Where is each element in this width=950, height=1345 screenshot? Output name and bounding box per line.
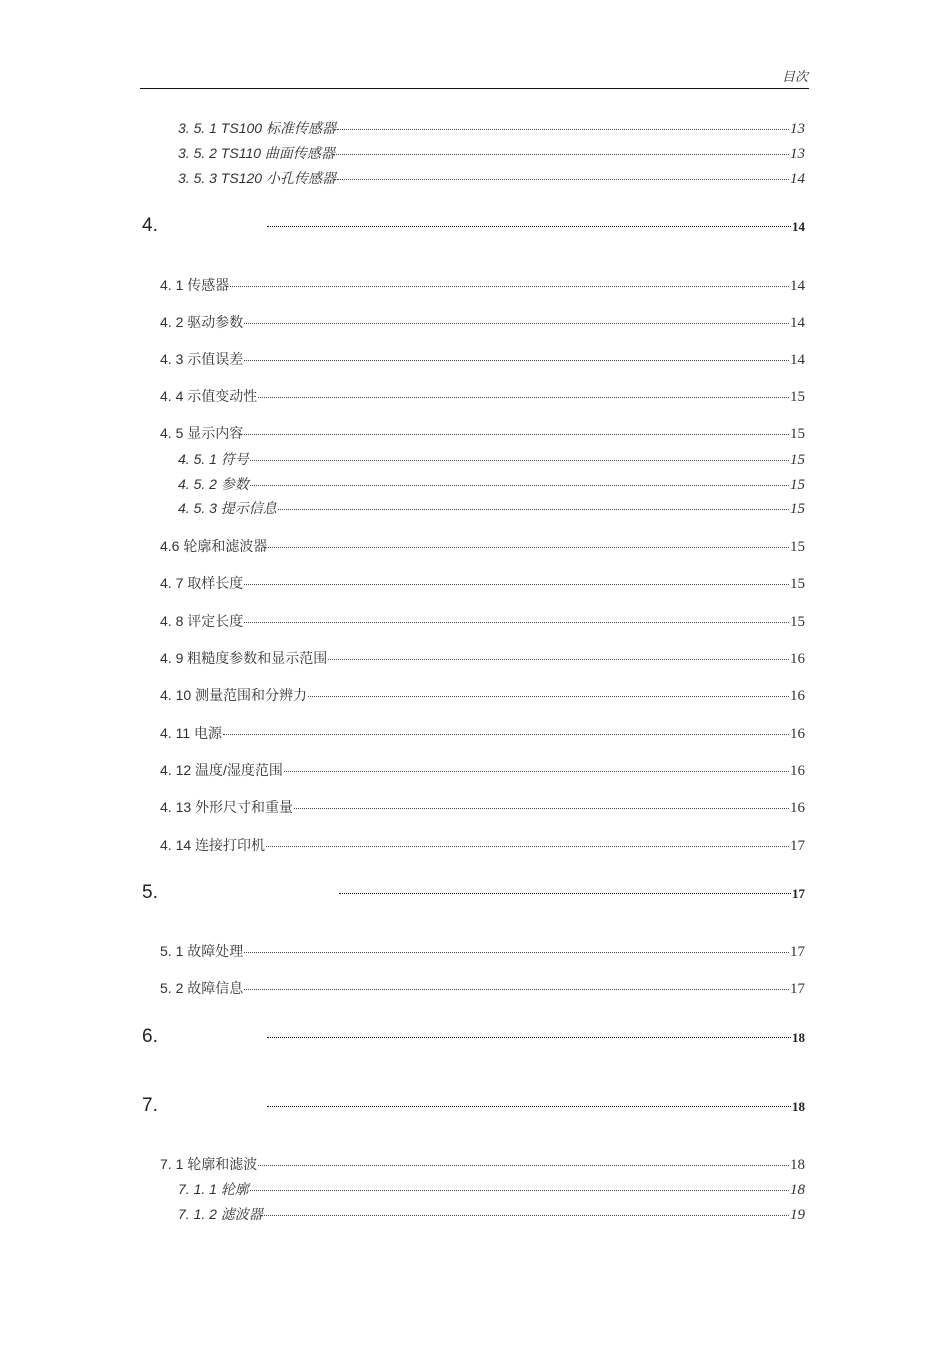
dot-leader <box>250 1190 789 1191</box>
toc-page-number: 16 <box>790 688 805 704</box>
toc-label: 4.6 轮廓和滤波器 <box>160 538 268 554</box>
dot-leader <box>267 1106 791 1107</box>
toc-label: 4. 14 连接打印机 <box>160 837 266 853</box>
toc-entry[interactable] <box>178 1179 805 1199</box>
toc-page-number: 15 <box>790 477 805 493</box>
toc-label: 4. 1 传感器 <box>160 277 230 293</box>
toc-page-number: 14 <box>792 219 805 234</box>
dot-leader <box>250 485 789 486</box>
dot-leader <box>264 1215 789 1216</box>
toc-label: 3. 5. 2 TS110 曲面传感器 <box>178 145 335 161</box>
toc-page-number: 16 <box>790 763 805 779</box>
toc-chapter-entry[interactable] <box>142 215 805 237</box>
toc-page-number: 16 <box>790 726 805 742</box>
dot-leader <box>308 696 789 697</box>
dot-leader <box>267 226 791 227</box>
toc-label: 5. 2 故障信息 <box>160 980 244 996</box>
toc-chapter-entry[interactable] <box>142 1095 805 1117</box>
toc-chapter-entry[interactable] <box>142 882 805 904</box>
toc-page-number: 17 <box>792 886 805 901</box>
toc-entry[interactable] <box>160 536 805 556</box>
toc-entry[interactable] <box>160 312 805 332</box>
toc-entry[interactable] <box>160 723 805 743</box>
toc-page-number: 14 <box>790 278 805 294</box>
toc-label: 4. 8 评定长度 <box>160 613 244 629</box>
toc-entry[interactable] <box>160 978 805 998</box>
toc-entry[interactable] <box>160 386 805 406</box>
toc-page-number: 18 <box>790 1182 805 1198</box>
dot-leader <box>244 323 789 324</box>
toc-label: 4. 5. 2 参数 <box>178 476 249 492</box>
toc-page-number: 19 <box>790 1207 805 1223</box>
toc-chapter-entry[interactable] <box>142 1026 805 1048</box>
toc-label: 4. 9 粗糙度参数和显示范围 <box>160 650 328 666</box>
dot-leader <box>230 286 789 287</box>
header-title: 目次 <box>781 70 808 85</box>
toc-entry[interactable] <box>160 835 805 855</box>
dot-leader <box>268 547 789 548</box>
dot-leader <box>278 509 789 510</box>
toc-entry[interactable] <box>178 498 805 518</box>
dot-leader <box>337 129 789 130</box>
toc-label: 4. 5. 3 提示信息 <box>178 500 277 516</box>
toc-label: 3. 5. 1 TS100 标准传感器 <box>178 120 336 136</box>
toc-label: 4. 12 温度/湿度范围 <box>160 762 283 778</box>
toc-page-number: 18 <box>792 1099 805 1114</box>
toc-label: 4. 2 驱动参数 <box>160 314 244 330</box>
toc-entry[interactable] <box>160 685 805 705</box>
toc-entry[interactable] <box>160 423 805 443</box>
toc-page-number: 13 <box>790 146 805 162</box>
toc-page-number: 18 <box>792 1030 805 1045</box>
toc-label: 4. 7 取样长度 <box>160 575 244 591</box>
toc-label: 4. 11 电源 <box>160 725 222 741</box>
toc-chapter-label: 4. <box>142 215 158 236</box>
toc-label: 4. 5. 1 符号 <box>178 451 249 467</box>
dot-leader <box>223 734 789 735</box>
toc-page-number: 15 <box>790 426 805 442</box>
toc-entry[interactable] <box>160 760 805 780</box>
toc-label: 4. 10 测量范围和分辨力 <box>160 687 308 703</box>
toc-entry[interactable] <box>160 349 805 369</box>
toc-label: 7. 1 轮廓和滤波 <box>160 1156 258 1172</box>
toc-label: 7. 1. 2 滤波器 <box>178 1206 263 1222</box>
dot-leader <box>266 846 789 847</box>
toc-label: 4. 13 外形尺寸和重量 <box>160 799 294 815</box>
toc-entry[interactable] <box>160 573 805 593</box>
toc-label: 4. 3 示值误差 <box>160 351 244 367</box>
dot-leader <box>250 460 789 461</box>
dot-leader <box>337 179 789 180</box>
toc-page-number: 16 <box>790 651 805 667</box>
toc-entry[interactable] <box>178 474 805 494</box>
dot-leader <box>258 1165 789 1166</box>
toc-page-number: 15 <box>790 614 805 630</box>
toc-page-number: 14 <box>790 352 805 368</box>
toc-label: 7. 1. 1 轮廓 <box>178 1181 249 1197</box>
header-rule <box>140 88 809 89</box>
dot-leader <box>244 622 789 623</box>
toc-page-number: 15 <box>790 576 805 592</box>
dot-leader <box>284 771 789 772</box>
dot-leader <box>336 154 789 155</box>
toc-page-number: 16 <box>790 800 805 816</box>
toc-entry[interactable] <box>178 143 805 163</box>
toc-label: 4. 4 示值变动性 <box>160 388 258 404</box>
toc-entry[interactable] <box>160 1154 805 1174</box>
toc-entry[interactable] <box>178 449 805 469</box>
dot-leader <box>328 659 789 660</box>
toc-chapter-label: 7. <box>142 1095 158 1116</box>
dot-leader <box>244 584 789 585</box>
toc-chapter-label: 5. <box>142 882 158 903</box>
toc-chapter-label: 6. <box>142 1026 158 1047</box>
toc-entry[interactable] <box>178 1204 805 1224</box>
toc-page-number: 17 <box>790 944 805 960</box>
toc-page-number: 17 <box>790 981 805 997</box>
toc-entry[interactable] <box>160 648 805 668</box>
dot-leader <box>294 808 789 809</box>
dot-leader <box>244 360 789 361</box>
dot-leader <box>244 434 789 435</box>
toc-entry[interactable] <box>178 118 805 138</box>
dot-leader <box>339 893 791 894</box>
toc-label: 3. 5. 3 TS120 小孔传感器 <box>178 170 336 186</box>
toc-page-number: 15 <box>790 389 805 405</box>
toc-label: 4. 5 显示内容 <box>160 425 244 441</box>
toc-page-number: 18 <box>790 1157 805 1173</box>
toc-page-number: 14 <box>790 315 805 331</box>
toc-label: 5. 1 故障处理 <box>160 943 244 959</box>
toc-entry[interactable] <box>160 797 805 817</box>
toc-page-number: 13 <box>790 121 805 137</box>
toc-page-number: 15 <box>790 539 805 555</box>
dot-leader <box>258 397 789 398</box>
toc-page-number: 15 <box>790 452 805 468</box>
toc-page-number: 15 <box>790 501 805 517</box>
toc-entry[interactable] <box>160 275 805 295</box>
dot-leader <box>244 989 789 990</box>
toc-entry[interactable] <box>160 941 805 961</box>
dot-leader <box>244 952 789 953</box>
toc-page-number: 17 <box>790 838 805 854</box>
toc-entry[interactable] <box>178 168 805 188</box>
dot-leader <box>267 1037 791 1038</box>
toc-entry[interactable] <box>160 611 805 631</box>
toc-page-number: 14 <box>790 171 805 187</box>
